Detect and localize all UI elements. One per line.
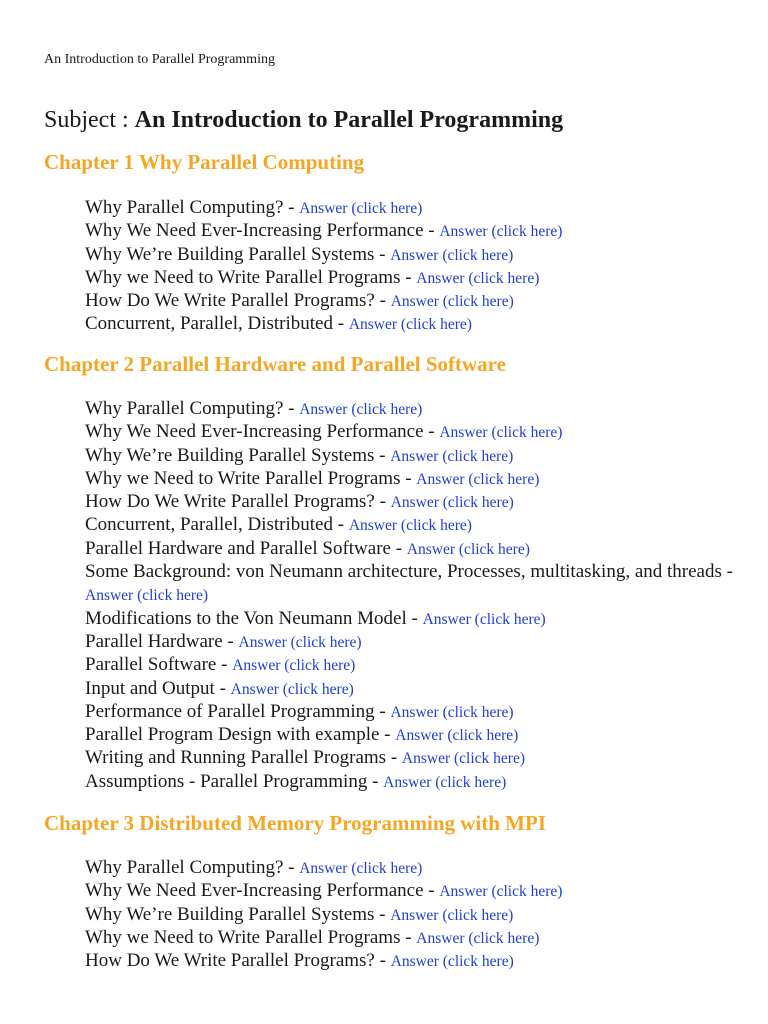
answer-link[interactable]: Answer (click here) [383,773,507,791]
answer-link[interactable]: Answer (click here) [439,223,563,241]
item-text: Parallel Hardware - [85,630,239,652]
item-text: How Do We Write Parallel Programs? - [85,491,391,513]
item-text: Parallel Program Design with example - [85,724,396,746]
answer-link[interactable]: Answer (click here) [299,401,423,418]
answer-link[interactable]: Answer (click here) [395,727,519,745]
answer-link[interactable]: Answer (click here) [390,906,514,924]
answer-link[interactable]: Answer (click here) [85,587,209,605]
subject-title: An Introduction to Parallel Programming [134,107,564,133]
item-text: Some Background: von Neumann architecture, Processes, multitasking, and threads - [85,561,733,583]
item-text: Why We’re Building Parallel Systems - [85,243,391,265]
answer-link[interactable]: Answer (click here) [416,470,540,488]
answer-link[interactable]: Answer (click here) [416,929,540,947]
answer-link[interactable]: Answer (click here) [232,657,356,675]
answer-link[interactable]: Answer (click here) [390,293,514,311]
item-text: Modifications to the Von Neumann Model - [85,607,423,629]
answer-link[interactable]: Answer (click here) [390,494,514,512]
answer-link[interactable]: Answer (click here) [390,953,514,971]
answer-link[interactable]: Answer (click here) [390,246,514,264]
answer-link[interactable]: Answer (click here) [299,200,423,217]
item-text: Writing and Running Parallel Programs - [85,747,402,769]
item-text: Why We Need Ever-Increasing Performance - [85,220,440,242]
answer-link[interactable]: Answer (click here) [390,447,514,465]
item-text: Performance of Parallel Programming - [85,700,391,722]
answer-link[interactable]: Answer (click here) [439,883,563,901]
answer-link[interactable]: Answer (click here) [238,633,362,651]
answer-link[interactable]: Answer (click here) [406,540,530,558]
answer-link[interactable]: Answer (click here) [416,269,540,287]
item-text: How Do We Write Parallel Programs? - [85,290,391,312]
page-header: An Introduction to Parallel Programming [44,52,275,67]
item-text: Assumptions - Parallel Programming - [85,770,384,792]
item-text: Concurrent, Parallel, Distributed - [85,313,349,335]
subject-label: Subject : [44,107,135,133]
answer-link[interactable]: Answer (click here) [299,860,423,877]
item-text: How Do We Write Parallel Programs? - [85,950,391,972]
item-text: Why We’re Building Parallel Systems - [85,903,391,925]
answer-link[interactable]: Answer (click here) [390,703,514,721]
chapter-3-heading: Chapter 3 Distributed Memory Programming with MPI [44,811,546,835]
answer-link[interactable]: Answer (click here) [348,316,472,334]
item-text: Input and Output - [85,677,231,699]
answer-link[interactable]: Answer (click here) [401,750,525,768]
page-title [44,104,563,136]
item-text: Why We Need Ever-Increasing Performance - [85,880,440,902]
item-text: Why We Need Ever-Increasing Performance - [85,421,440,443]
chapter-2-heading: Chapter 2 Parallel Hardware and Parallel Software [44,352,506,376]
item-text: Parallel Hardware and Parallel Software - [85,537,407,559]
item-text: Why Parallel Computing? - [85,398,300,419]
item-text: Why Parallel Computing? - [85,197,300,218]
item-text: Concurrent, Parallel, Distributed - [85,514,349,536]
item-text: Why we Need to Write Parallel Programs - [85,926,417,948]
item-text: Why we Need to Write Parallel Programs - [85,266,417,288]
item-text: Why we Need to Write Parallel Programs - [85,467,417,489]
item-text: Parallel Software - [85,654,233,676]
item-text: Why We’re Building Parallel Systems - [85,444,391,466]
answer-link[interactable]: Answer (click here) [348,517,472,535]
item-text: Why Parallel Computing? - [85,857,300,878]
answer-link[interactable]: Answer (click here) [422,610,546,628]
answer-link[interactable]: Answer (click here) [230,680,354,698]
chapter-1-heading: Chapter 1 Why Parallel Computing [44,150,365,174]
answer-link[interactable]: Answer (click here) [439,424,563,442]
